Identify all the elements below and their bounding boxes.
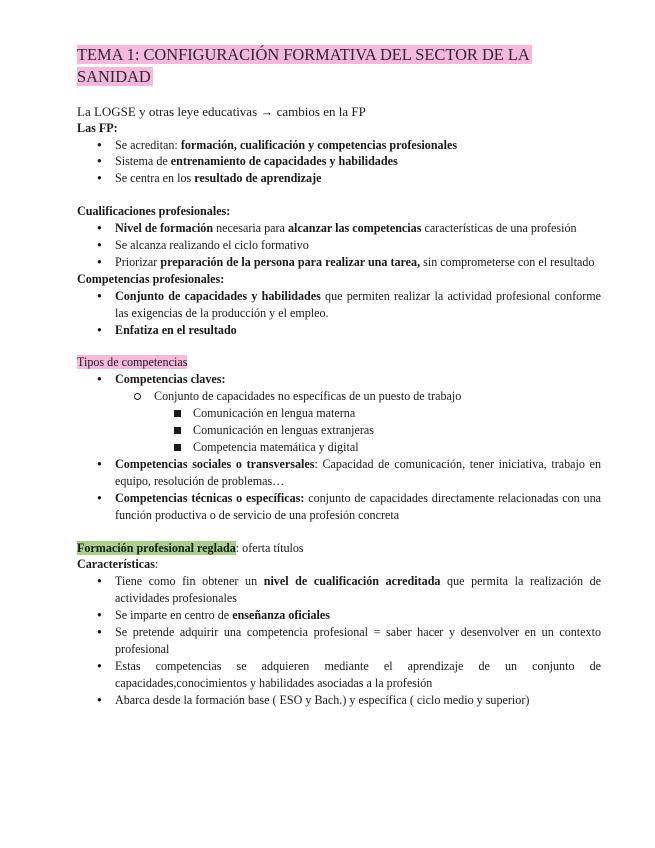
intro-line: La LOGSE y otras leye educativas → cambios en la FP — [77, 103, 366, 119]
list-item: ● Se pretende adquirir una competencia profesional = saber hacer y desenvolver en un contexto profesional — [77, 624, 601, 658]
list-item: ● Conjunto de capacidades y habilidades que permiten realizar la actividad profesional conforme las exigencias de la producción y el empleo. — [77, 288, 601, 322]
list-item: ● Enfatiza en el resultado — [77, 322, 601, 339]
list-item: ● Estas competencias se adquieren mediante el aprendizaje de un conjunto de capacidades,conocimientos y habilidades asociadas a la profesión — [77, 658, 601, 692]
list-item: ● Competencias técnicas o específicas: conjunto de capacidades directamente relacionadas con una función productiva o de servicio de una profesión concreta — [77, 490, 601, 524]
list-item: ● Se acreditan: formación, cualificación y competencias profesionales — [77, 137, 601, 154]
competencias-heading: Competencias profesionales: — [77, 271, 225, 286]
cualificaciones-heading: Cualificaciones profesionales: — [77, 204, 231, 219]
list-item: ● Competencias sociales o transversales: Capacidad de comunicación, tener iniciativa, trabajo en equipo, resolución de problemas… — [77, 456, 601, 490]
fp-heading: Las FP: — [77, 120, 118, 135]
document-page — [77, 44, 601, 709]
list-item: ● Nivel de formación necesaria para alcanzar las competencias características de una profesión — [77, 220, 601, 237]
list-item: ● Se centra en los resultado de aprendizaje — [77, 170, 601, 187]
tipos-heading: Tipos de competencias — [77, 355, 188, 370]
fp-list — [77, 137, 601, 188]
list-item: ● Priorizar preparación de la persona para realizar una tarea, sin comprometerse con el resultado — [77, 254, 601, 271]
list-item: ● Sistema de entrenamiento de capacidades y habilidades — [77, 153, 601, 170]
list-item: Competencia matemática y digital — [77, 439, 601, 456]
competencias-list — [77, 288, 601, 339]
list-item: ● Se imparte en centro de enseñanza oficiales — [77, 607, 601, 624]
list-item: Comunicación en lenguas extranjeras — [77, 422, 601, 439]
list-item: ● Tiene como fin obtener un nivel de cualificación acreditada que permita la realización de actividades profesionales — [77, 573, 601, 607]
cualificaciones-list — [77, 220, 601, 271]
list-item: ● Se alcanza realizando el ciclo formativo — [77, 237, 601, 254]
list-item: Conjunto de capacidades no específicas de un puesto de trabajo — [77, 388, 601, 405]
tipos-list — [77, 371, 601, 523]
reglada-heading: Formación profesional reglada: oferta títulos — [77, 540, 304, 555]
list-item: ● Competencias claves: — [77, 371, 601, 388]
list-item: Comunicación en lengua materna — [77, 405, 601, 422]
reglada-list — [77, 573, 601, 708]
list-item: ● Abarca desde la formación base ( ESO y Bach.) y específica ( ciclo medio y superior) — [77, 692, 601, 709]
caracteristicas-heading: Características: — [77, 557, 159, 572]
document-title: TEMA 1: CONFIGURACIÓN FORMATIVA DEL SECTOR DE LA SANIDAD — [77, 45, 530, 86]
